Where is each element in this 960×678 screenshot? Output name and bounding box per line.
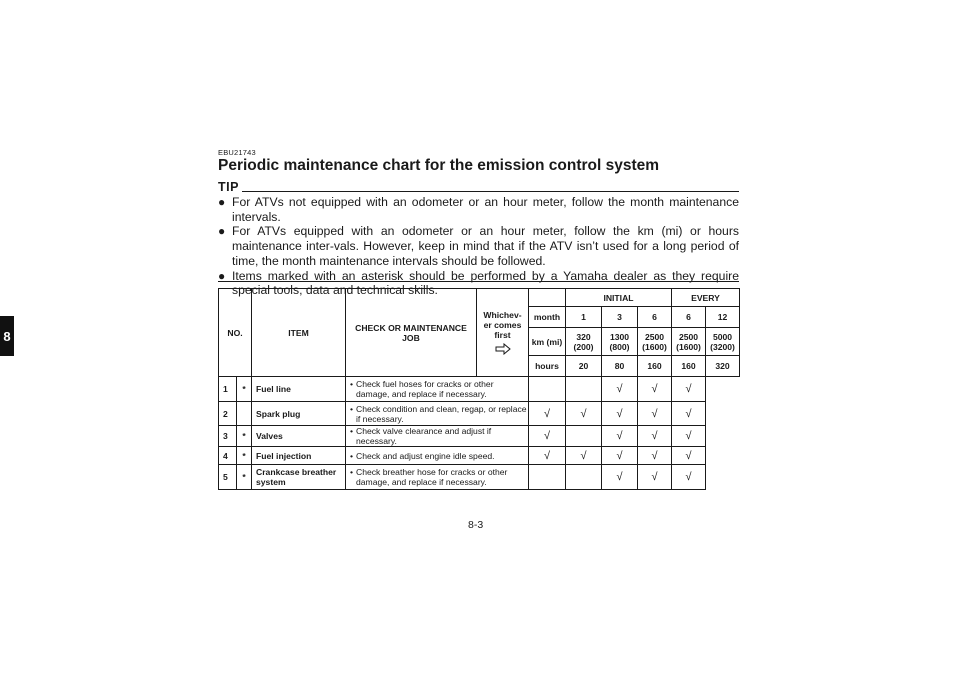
chapter-tab: 8 [0,316,14,356]
row-number: 2 [219,402,237,426]
check-cell: √ [529,402,566,426]
row-number: 4 [219,447,237,465]
schedule-value: 6 [638,307,672,328]
check-cell: √ [529,447,566,465]
schedule-value: 1 [566,307,602,328]
header-initial: INITIAL [566,289,672,307]
tip-item [218,195,739,224]
row-number: 3 [219,426,237,447]
table-row [219,465,740,490]
schedule-unit: hours [529,356,566,377]
row-item: Valves [252,426,346,447]
row-item: Crankcase breather system [252,465,346,490]
check-cell [566,426,602,447]
bullet-icon: • [350,450,354,461]
bullet-icon: ● [218,268,226,283]
row-job [346,426,529,447]
row-job-text: Check condition and clean, regap, or replace if necessary. [356,403,527,424]
arrow-right-icon [495,343,511,355]
schedule-value: 320 [706,356,740,377]
row-job [346,377,529,402]
row-item: Spark plug [252,402,346,426]
table-row [219,447,740,465]
dealer-asterisk: * [237,426,252,447]
bullet-icon: • [350,467,354,477]
check-cell: √ [602,447,638,465]
check-cell [566,377,602,402]
check-cell: √ [672,465,706,490]
bullet-icon: ● [218,224,226,239]
check-cell: √ [602,377,638,402]
tip-rule [242,191,739,192]
dealer-asterisk [237,402,252,426]
table-row [219,377,740,402]
header-every: EVERY [672,289,740,307]
dealer-asterisk: * [237,465,252,490]
tip-item-text: For ATVs not equipped with an odometer or an hour meter, follow the month maintenance intervals. [232,195,739,224]
schedule-value: 160 [672,356,706,377]
tip-item-text: For ATVs equipped with an odometer or an hour meter, follow the km (mi) or hours maintenance inter-vals. However, keep in mind that if the ATV isn’t used for a long period of time, the month maintenance intervals should be followed. [232,224,739,268]
check-cell: √ [638,465,672,490]
tip-end-rule [218,281,739,282]
tip-list [218,195,739,298]
row-item: Fuel line [252,377,346,402]
check-cell: √ [602,402,638,426]
row-number: 1 [219,377,237,402]
header-whichever [477,289,529,377]
row-job-text: Check breather hose for cracks or other damage, and replace if necessary. [356,467,508,487]
check-cell [529,465,566,490]
schedule-value: 5000 (3200) [706,328,740,356]
check-cell: √ [638,402,672,426]
schedule-unit: km (mi) [529,328,566,356]
check-cell: √ [638,426,672,447]
page-title: Periodic maintenance chart for the emission control system [218,157,660,174]
page-number: 8-3 [468,519,484,531]
check-cell: √ [602,465,638,490]
tip-item [218,224,739,268]
row-number: 5 [219,465,237,490]
bullet-icon: • [350,379,354,389]
table-row [219,402,740,426]
tip-header [218,181,739,193]
schedule-value: 2500 (1600) [638,328,672,356]
header-job: CHECK OR MAINTENANCE JOB [346,289,477,377]
schedule-value: 6 [672,307,706,328]
header-no: NO. [219,289,252,377]
check-cell: √ [672,402,706,426]
document-code: EBU21743 [218,148,256,157]
check-cell: √ [602,426,638,447]
header-whichever-text: Whichev-er comes first [483,310,522,340]
schedule-value: 1300 (800) [602,328,638,356]
row-job [346,402,529,426]
check-cell: √ [529,426,566,447]
row-job-text: Check and adjust engine idle speed. [356,450,495,461]
check-cell: √ [638,377,672,402]
schedule-value: 20 [566,356,602,377]
row-job [346,447,529,465]
header-item: ITEM [252,289,346,377]
schedule-value: 320 (200) [566,328,602,356]
bullet-icon: • [350,403,354,414]
row-item: Fuel injection [252,447,346,465]
schedule-value: 160 [638,356,672,377]
schedule-unit: month [529,307,566,328]
check-cell: √ [672,447,706,465]
check-cell: √ [672,426,706,447]
check-cell: √ [672,377,706,402]
check-cell: √ [566,402,602,426]
schedule-value: 80 [602,356,638,377]
bullet-icon: ● [218,195,226,209]
check-cell [529,377,566,402]
maintenance-table [218,288,740,490]
row-job-text: Check fuel hoses for cracks or other damage, and replace if necessary. [356,379,494,399]
check-cell: √ [638,447,672,465]
row-job [346,465,529,490]
row-job-text: Check valve clearance and adjust if necessary. [356,426,492,446]
dealer-asterisk: * [237,377,252,402]
schedule-value: 2500 (1600) [672,328,706,356]
check-cell [566,465,602,490]
schedule-value: 3 [602,307,638,328]
schedule-value: 12 [706,307,740,328]
check-cell: √ [566,447,602,465]
header-row [219,289,740,307]
tip-item-text: Items marked with an asterisk should be performed by a Yamaha dealer as they require special tools, data and technical skills. [232,268,739,298]
table-row [219,426,740,447]
tip-label: TIP [218,180,239,194]
bullet-icon: • [350,426,354,436]
dealer-asterisk: * [237,447,252,465]
